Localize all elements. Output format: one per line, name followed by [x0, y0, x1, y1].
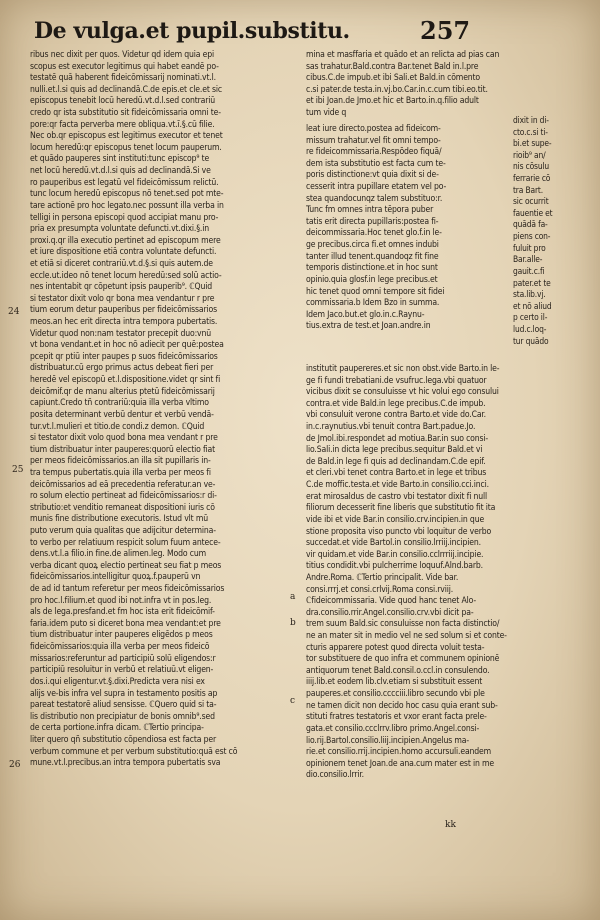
text-line: ge precibus.circa fi.et omnes indubi [306, 240, 439, 251]
text-line: tur quādo [513, 335, 549, 346]
margin-note-26: 26 [9, 760, 21, 770]
text-line: Andre.Roma. ℂTertio principalit. Vide bar. [306, 572, 459, 583]
text-line: rie.et consilio.rrij.incipien.homo accursuli.eandem [306, 747, 492, 758]
gloss-marker-b: b [290, 618, 296, 628]
text-line: si testator dixit volo quod bona mea vendant r pre [30, 433, 218, 444]
text-line: participiū resoluitur in verbū et relatiuū.vt eligen- [30, 665, 214, 676]
text-line: sas trahatur.Bald.contra Bar.tenet Bald in.l.pre [306, 61, 479, 72]
text-line: verbum commune et per verbum substitutio:quā est cō [30, 746, 238, 757]
text-line: tare actionē pro hoc legato.nec possunt illa verba in [30, 200, 224, 211]
text-line: ribus nec dixit per quos. Videtur qd idem quia epi [30, 50, 215, 60]
text-line: stea quandocunqz talem substituo:r. [306, 193, 443, 204]
text-line: Nec ob.qr episcopus est legitimus executor et tenet [30, 131, 223, 142]
text-line: ℂfideicommissaria. Vide quod hanc tenet Alo- [306, 596, 477, 607]
text-line: ro pauperibus est legatū vel fideicōmissum relictū. [30, 177, 219, 188]
text-line: lio.Sali.in dicta lege precibus.sequitur Bald.et vi [306, 445, 483, 456]
text-line: pore:qr facta perverba mere obliqua.vt.ī.§.cū filie. [30, 119, 215, 130]
text-line: ro solum electio pertineat ad fideicōmissarios:r di- [30, 491, 217, 502]
text-line: testatē quā haberent fideicōmissarij nominati.vt.l. [30, 73, 216, 84]
text-line: bi.et supe- [513, 138, 552, 149]
text-line: tanter illud tenent.quandoqz fit fine [306, 251, 439, 262]
text-line: net locū heredū.vt.d.l.si quis ad declinandā.Si ve [30, 166, 211, 177]
text-line: puto verum quia qualitas que adijcitur determina- [30, 525, 216, 536]
text-line: stione proposita viso puncto vbi loquitur de verbo [306, 526, 492, 537]
text-line: leat iure directo.postea ad fideicom- [306, 124, 441, 134]
text-line: verba dicant quoꝝ electio pertineat seu fiat p meos [30, 560, 222, 571]
text-line: missum trahatur.vel fit omni tempo- [306, 135, 441, 146]
text-line: si testator dixit volo qr bona mea vendantur r pre [30, 293, 215, 304]
text-line: pauperes.et consilio.cccciii.libro secundo vbi ple [306, 689, 485, 700]
text-line: p certo il- [513, 312, 548, 323]
text-line: tium eorum detur pauperibus per fideicōmissarios [30, 305, 218, 316]
text-line: tor substituere de quo infra et communem opinionē [306, 654, 500, 665]
text-line: gauit.c.fi [513, 265, 545, 276]
text-line: vt bona vendant.et in hoc nō adiecit per quē:postea [30, 340, 224, 351]
text-line: contra.et vide Bald.in lege precibus.C.de impub. [306, 398, 486, 409]
text-line: consi.rrrj.et consi.crlvij.Roma consi.rviij. [306, 584, 454, 595]
margin-note-25: 25 [12, 465, 24, 475]
text-line: tium distribuatur inter pauperes eligēdos p meos [30, 630, 213, 641]
text-line: nulli.et.l.si quis ad declinandā.C.de epis.et cle.et sic [30, 84, 222, 95]
text-line: tatis erit directa pupillaris:postea fi- [306, 216, 439, 227]
text-line: dio.consilio.lrrir. [306, 770, 364, 781]
text-line: deicommissaria.Hoc tenet glo.f.in le- [306, 228, 442, 239]
text-line: fideicōmissarios.intelligitur quoꝝ.f.pauperū vn [30, 572, 201, 583]
text-line: in.c.raynutius.vbi tenuit contra Bart.padue.Jo. [306, 422, 476, 433]
text-line: meos.an hec erit directa intra tempora pubertatis. [30, 317, 218, 328]
text-line: vbi consuluit verone contra Barto.et vide do.Car. [306, 410, 486, 421]
text-line: posita determinant verbū dentur et verbū vendā- [30, 409, 214, 420]
text-line: ne an mater sit in medio vel ne sed solum si et conte- [306, 631, 507, 642]
text-line: dra.consilio.rrir.Angel.consilio.crv.vbi dicit pa- [306, 607, 474, 618]
text-line: opinio.quia glosf.in lege precibus.et [306, 274, 438, 285]
text-line: et quādo pauperes sint instituti:tunc episcop⁹ te [30, 154, 210, 165]
text-line: temporis distinctione.et in hoc sunt [306, 263, 438, 274]
text-line: de certa portione.infra dicam. ℂTertio principa- [30, 723, 204, 734]
text-line: deicōmif.qr de manu alterius ptetū fideicōmissarij [30, 386, 215, 397]
text-line: trem suum Bald.sic consuluisse non facta distinctio/ [306, 619, 500, 630]
text-line: et ibi Joan.de Jmo.et hic et Barto.in.q.filio adult [306, 96, 479, 107]
text-line: cturis apparere potest quod directa voluit testa- [306, 642, 485, 653]
signature-mark: kk [445, 820, 456, 830]
text-line: lud.c.loq- [513, 323, 547, 334]
text-line: pro hoc.l.filium.et quod ibi not.infra vt in pos.leg. [30, 595, 212, 606]
text-line: de Jmol.ibi.respondet ad motiua.Bar.in suo consi- [306, 433, 489, 444]
text-line: tra Bart. [513, 184, 543, 195]
text-line: cibus.C.de impub.et ibi Sali.et Bald.in cōmento [306, 73, 481, 84]
text-line: mina et masffaria et quādo et an relicta ad pias can [306, 50, 500, 60]
text-line: capiunt.Credo tñ contrariū:quia illa verba vltimo [30, 398, 209, 409]
text-line: vide ibi et vide Bar.in consilio.crv.incipien.in que [306, 514, 485, 525]
text-line: per meos fideicōmissarios.an illa sit pupillaris in- [30, 456, 211, 467]
text-line: telligi in persona episcopi quod accipiat manu pro- [30, 212, 219, 223]
margin-note-24: 24 [8, 307, 20, 317]
text-line: proxi.q.qr illa executio pertinet ad episcopum mere [30, 235, 221, 246]
text-line: de Bald.in lege fi quis ad declinandam.C.de epif. [306, 456, 486, 467]
text-line: pareat testatorē aliud sensisse. ℂQuero quid si ta- [30, 700, 217, 711]
text-line: Idem Jaco.but.et glo.in.c.Raynu- [306, 309, 425, 320]
text-line: alijs ve-bis infra vel supra in testamento positis ap [30, 688, 218, 699]
text-line: pater.et te [513, 277, 551, 288]
text-line: re fideicommissaria.Respōdeo fiquā/ [306, 147, 442, 158]
text-line: fauentie et [513, 207, 553, 218]
text-line: hic tenet quod omni tempore sit fidei [306, 286, 445, 297]
text-line: poris distinctione:vt quia dixit si de- [306, 170, 439, 181]
text-line: distribuatur.cū ergo primus actus debeat fieri per [30, 363, 214, 374]
text-line: cto.c.si ti- [513, 126, 548, 137]
text-line: pria ex presumpta voluntate defuncti.vt.dixi.§.in [30, 224, 209, 235]
text-line: pcepit qr ptiū inter paupes p suos fideicōmissarios [30, 351, 218, 362]
text-line: et etiā si diceret contrariū.vt.d.§.si quis autem.de [30, 258, 213, 269]
text-line: locum heredū:qr episcopus tenet locum pauperum. [30, 142, 222, 153]
text-line: tunc locum heredū episcopus nō tenet.sed pot mte- [30, 189, 224, 200]
right-gloss-top [306, 50, 566, 120]
text-line: dixit in di- [513, 115, 549, 125]
text-line: to verbo per relatiuum respicit solum fuum antece- [30, 537, 221, 548]
text-line: piens con- [513, 231, 551, 242]
text-line: gata.et consilio.ccclrrv.libro primo.Angel.consi- [306, 723, 480, 734]
text-line: C.de moffic.testa.et vide Barto.in consilio.cci.inci. [306, 480, 489, 491]
right-gloss-middle [306, 124, 506, 333]
text-line: stituti fratres testatoris et vxor erant facta prele- [306, 712, 487, 723]
gloss-marker-a: a [290, 592, 296, 602]
text-line: Videtur quod non:nam testator precepit duo:vnū [30, 328, 211, 339]
text-line: et iure dispositione etiā contra voluntate defuncti. [30, 247, 217, 258]
right-narrow-gloss [513, 115, 568, 347]
text-line: tur.vt.l.mulieri et titio.de condi.z demon. ℂQuid [30, 421, 205, 432]
text-line: antiquorum tenet Bald.consil.o.ccl.in consulendo. [306, 665, 490, 676]
text-line: nis cōsulu [513, 161, 550, 172]
text-line: lio.rij.Bartol.consilio.liij.incipien.Angelus ma- [306, 735, 469, 746]
text-line: erat mirosaldus de castro vbi testator dixit fi null [306, 491, 488, 502]
text-line: fideicōmissarios:quia illa verba per meos fideicō [30, 642, 210, 653]
text-line: dens.vt.l.a filio.in fine.de alimen.leg. Modo cum [30, 549, 206, 560]
text-line: lis distributio non precipiatur de bonis omnib⁹.sed [30, 711, 215, 722]
text-line: vir quidam.et vide Bar.in consilio.cclrrriij.incipie. [306, 549, 484, 560]
text-line: credo qr ista substitutio sit fideicōmissaria omni te- [30, 108, 221, 119]
text-line: opinionem tenet Joan.de ana.cum mater est in me [306, 758, 495, 769]
text-line: stributio:et venditio remaneat dispositioni iuris cō [30, 502, 215, 513]
text-line: iiij.lib.et eodem lib.clv.etiam si substituit essent [306, 677, 483, 688]
text-line: heredē vel episcopū et.l.dispositione.videt qr sint fi [30, 375, 221, 386]
text-line: quādā fa- [513, 219, 548, 230]
text-line: als de lega.presfand.et fm hoc ista erit fideicōmif- [30, 607, 215, 618]
text-line: eccle.ut.ideo nō tenet locum heredū:sed solū actio- [30, 270, 222, 281]
text-line: tra tempus pubertatis.quia illa verba per meos fi [30, 467, 211, 478]
text-line: sic ocurrit [513, 196, 549, 207]
text-line: dem ista substitutio est facta cum te- [306, 158, 446, 169]
text-line: deicōmissarios ad eā precedentia referatur.an ve- [30, 479, 216, 490]
text-line: episcopus tenebit locū heredū.vt.d.l.sed contrariū [30, 96, 215, 107]
text-line: tium distribuatur inter pauperes:quorū electio fiat [30, 444, 216, 455]
right-gloss-bottom [306, 364, 568, 782]
text-line: liter quero qñ substitutio cōpendiosa est facta per [30, 734, 217, 745]
text-line: dos.i.qui eligentur.vt.§.dixi.Predicta vera nisi ex [30, 676, 205, 687]
text-line: scopus est executor legitimus qui habet eandē po- [30, 61, 219, 72]
text-line: rioib⁹ an/ [513, 149, 546, 160]
text-line: Bar.alle- [513, 254, 543, 265]
text-line: tum vide q [306, 108, 347, 119]
text-line: titius condidit.vbi pulcherrime loquuf.Alnd.barb. [306, 561, 483, 572]
text-line: c.si pater.de testa.in.vj.bo.Car.in.c.cum tibi.eo.tit. [306, 84, 488, 95]
text-line: sta.lib.vj. [513, 289, 546, 300]
text-line: Tunc fm omnes intra tēpora puber [306, 205, 434, 216]
text-line: filiorum decesserit fine liberis que substitutio fit ita [306, 503, 496, 514]
running-header [0, 18, 600, 52]
text-line: missarios:referuntur ad participiū solū eligendos:r [30, 653, 216, 664]
text-line: tius.extra de test.et Joan.andre.in [306, 321, 431, 332]
text-line: mune.vt.l.precibus.an intra tempora pubertatis sva [30, 758, 221, 769]
text-line: ge fi fundi trebatiani.de vsufruc.lega.vbi quatuor [306, 375, 487, 386]
text-line: succedat.et vide Bartol.in consilio.lrriij.incipien. [306, 538, 481, 549]
text-line: munis fine distributione executoris. Istud vlt mū [30, 514, 208, 525]
text-line: et cleri.vbi tenet contra Barto.et in lege et tribus [306, 468, 487, 479]
text-line: fuluit pro [513, 242, 546, 253]
text-line: et nō aliud [513, 300, 552, 311]
text-line: vicibus dixit se consuluisse vt hic volui ego consului [306, 387, 499, 398]
text-line: commissaria.b Idem Bzo in summa. [306, 298, 440, 309]
text-line: faria.idem puto si diceret bona mea vendant:et pre [30, 618, 221, 629]
text-line: cesserit intra pupillare etatem vel po- [306, 182, 447, 193]
text-line: institutit paupereres.et sic non obst.vide Barto.in le- [306, 364, 500, 374]
running-title: De vulga.et pupil.substitu. [34, 18, 350, 44]
text-line: ferrarie cō [513, 173, 551, 184]
gloss-marker-c: c [290, 696, 296, 706]
text-line: ne tamen dicit non decido hoc casu quia erant sub- [306, 700, 498, 711]
text-line: nes intentabit qr cōpetunt ipsis pauperib⁹. ℂQuid [30, 282, 212, 293]
text-line: de ad id tantum referetur per meos fideicōmissarios [30, 584, 225, 595]
left-text-column [30, 50, 285, 770]
page-number: 257 [420, 16, 471, 45]
